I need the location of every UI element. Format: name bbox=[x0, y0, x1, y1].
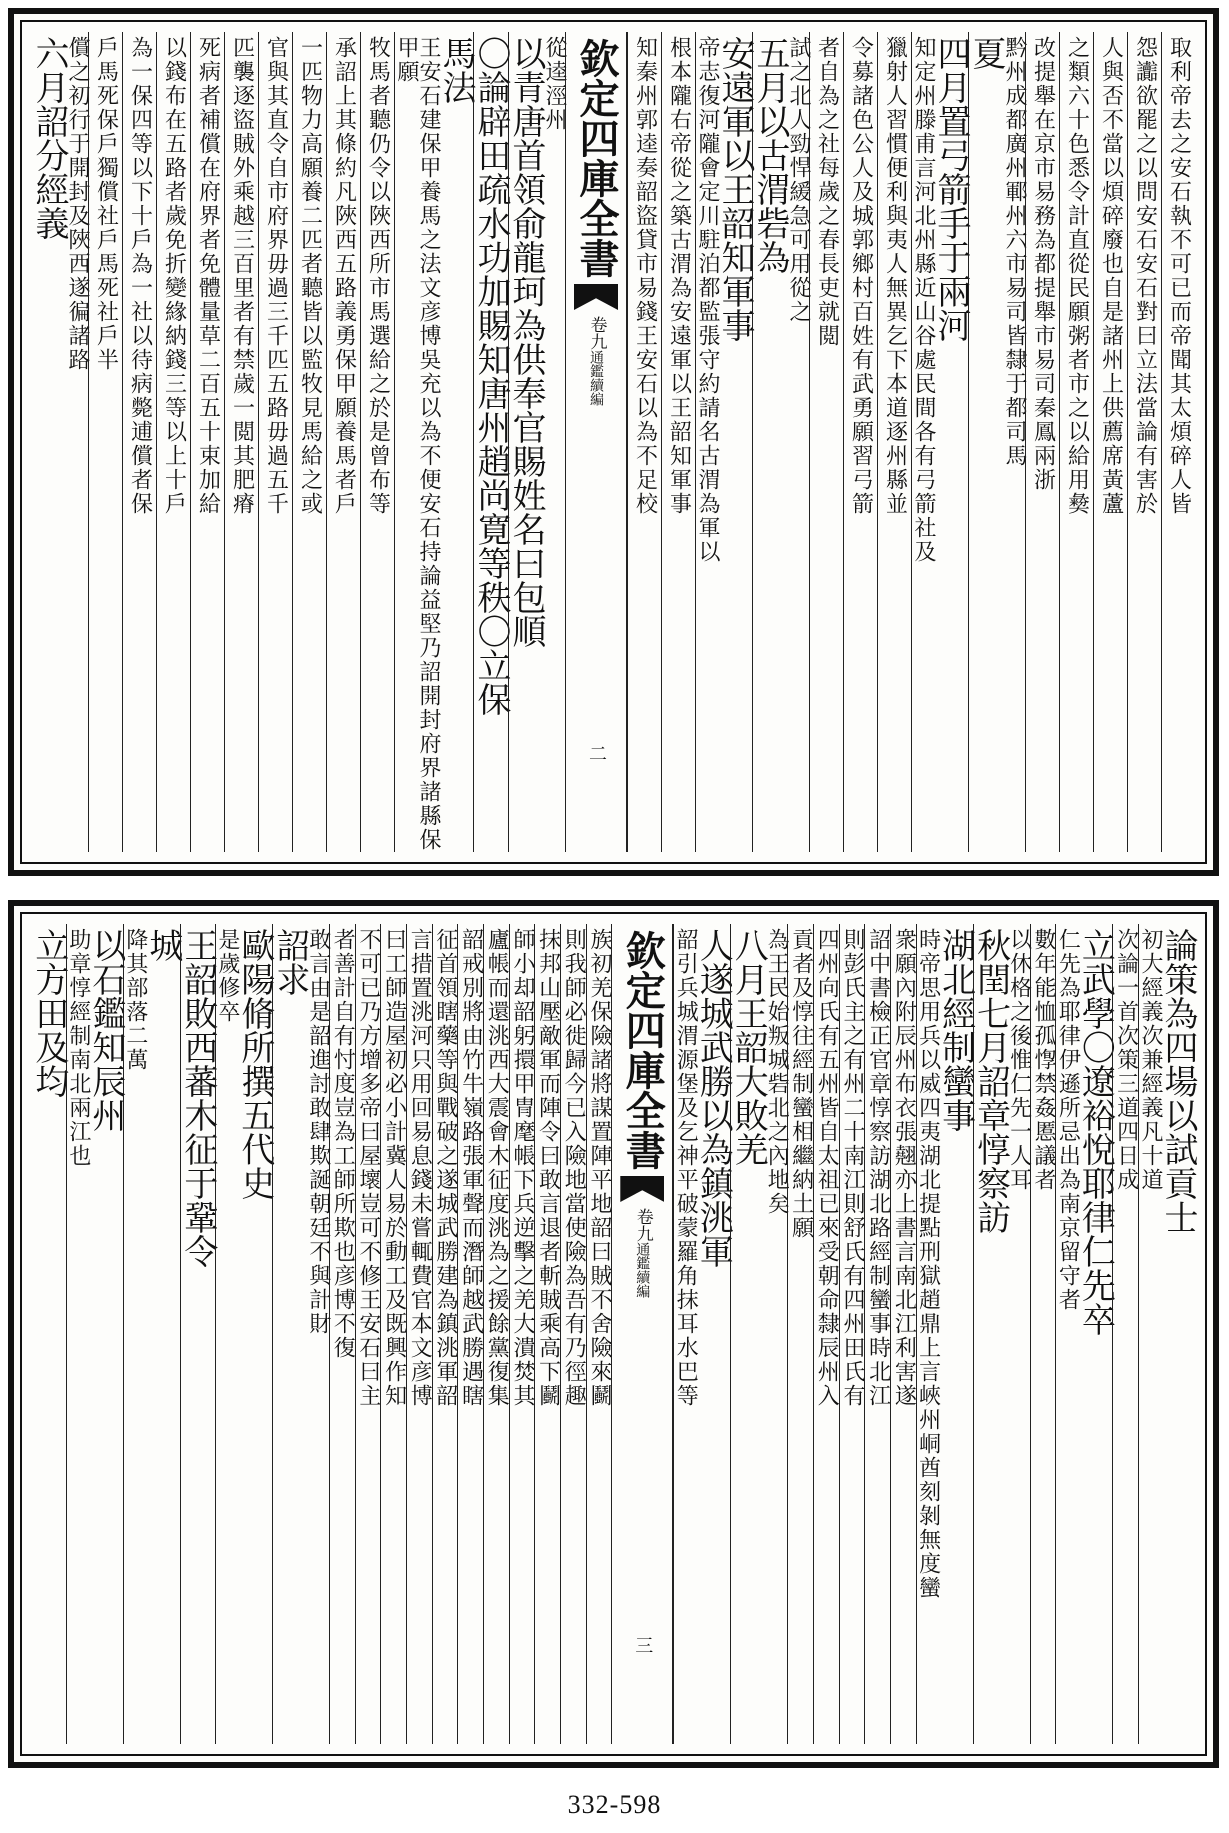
text-column: 歐陽脩所撰五代史 是歲修卒 bbox=[215, 924, 272, 1744]
folio-number: 二 bbox=[586, 744, 607, 762]
text-column: 論策為四場以試貢士 初大經義次兼經義凡十道 bbox=[1138, 924, 1195, 1744]
folio-number: 三 bbox=[632, 1636, 654, 1654]
entry-heading: 八月王韶大敗羌 bbox=[728, 928, 769, 1166]
fishtail-mark bbox=[574, 284, 618, 310]
text-column: 征首領瞎藥等與戰破之遂城武勝建為鎮洮軍韶 bbox=[432, 924, 458, 1744]
text-column: 以休格之後惟仁先一人耳 秋閏七月詔章惇察訪 bbox=[973, 924, 1030, 1744]
entry-heading: 五月以古渭砦為 bbox=[750, 36, 790, 274]
text-column: 根本隴右帝從之築古渭為安遠軍以王韶知軍事 bbox=[661, 32, 695, 852]
entry-heading: 城 bbox=[142, 928, 183, 962]
text-column: 獵射人習慣便利與夷人無異乞下本道逐州縣並 bbox=[877, 32, 911, 852]
text-column: 四月置弓箭手于兩河 知定州滕甫言河北州縣近山谷處民間各有弓箭社及 bbox=[911, 32, 968, 852]
entry-heading: 論策為四場以試貢士 bbox=[1158, 928, 1198, 1234]
entry-heading: 夏 bbox=[966, 36, 1006, 70]
text-column: 馬法 王安石建保甲養馬之法文彦博吳充以為不便安石持論益堅乃詔開封府界諸縣保甲願 bbox=[394, 32, 473, 852]
text-columns-bottom bbox=[28, 924, 1198, 1744]
entry-heading: 湖北經制蠻事 bbox=[935, 928, 976, 1132]
book-title: 欽定四庫全書 bbox=[573, 38, 620, 278]
text-column: 廬帳而還洮西大震會木征度洮為之援餘黨復集 bbox=[483, 924, 509, 1744]
page-bottom bbox=[8, 900, 1219, 1768]
text-column: 匹襲逐盜賊外乘越三百里者有禁歲一閲其肥瘠 bbox=[224, 32, 258, 852]
text-column: 為王民始叛城砦北之內地矣 八月王韶大敗羌 bbox=[730, 924, 787, 1744]
text-column: 令募諸色公人及城郭鄉村百姓有武勇願習弓箭 bbox=[843, 32, 877, 852]
text-column: 之類六十色悉令計直從民願粥者市之以給用𢑱 bbox=[1059, 32, 1093, 852]
text-column: 人遂城武勝以為鎮洮軍 韶引兵城渭源堡及乞神平破蒙羅角抹耳水巴等 bbox=[673, 924, 730, 1744]
text-column: 抹邦山壓敵軍而陣令曰敢言退者斬賊乘高下鬬 bbox=[534, 924, 560, 1744]
text-column: 城 降其部落二萬 bbox=[123, 924, 180, 1744]
text-column: 曰工師造屋初必小計冀人易於動工及既興作知 bbox=[380, 924, 406, 1744]
series-label: 通鑑續編 bbox=[634, 1242, 651, 1298]
page-top bbox=[8, 8, 1219, 876]
text-column: 知秦州郭逵奏韶盜貸市易錢王安石以為不足校 bbox=[627, 32, 661, 852]
entry-heading: 王韶敗西蕃木征于鞏令 bbox=[177, 928, 218, 1268]
center-fold bbox=[565, 32, 627, 852]
text-column: 牧馬者聽仍令以陜西所市馬選給之於是曾布等 bbox=[360, 32, 394, 852]
page-caption: 332-598 bbox=[567, 1790, 662, 1819]
text-column: 不可已乃方增多帝曰屋壞豈可不修王安石曰主 bbox=[355, 924, 381, 1744]
text-column: 師小却韶躬擐甲冑麾帳下兵逆擊之羌大潰焚其 bbox=[509, 924, 535, 1744]
text-column: 湖北經制蠻事 時帝思用兵以威四夷湖北提點刑獄趙鼎上言峽州峒酋刻剝無度蠻 bbox=[916, 924, 973, 1744]
text-column: 以錢布在五路者歲免折變緣納錢三等以上十戶 bbox=[156, 32, 190, 852]
text-column: 立武學〇遼裕悅耶律仁先卒 仁先為耶律伊遜所忌出為南京留守者 bbox=[1055, 924, 1112, 1744]
text-column bbox=[28, 924, 69, 1744]
text-column: 承詔上其條約凡陜西五路義勇保甲願養馬者戶 bbox=[326, 32, 360, 852]
text-column: 安遠軍以王韶知軍事 帝志復河隴會定川駐泊都監張守約請名古渭為軍以 bbox=[695, 32, 752, 852]
text-column: 黔州成都廣州鄆州六市易司皆隸于都司馬 夏 bbox=[968, 32, 1025, 852]
entry-heading: 安遠軍以王韶知軍事 bbox=[715, 36, 755, 342]
entry-heading: 歐陽脩所撰五代史 bbox=[234, 928, 275, 1200]
text-column: 則彭氏主之有州二十南江則舒氏有四州田氏有 bbox=[839, 924, 865, 1744]
entry-heading: 以石鑑知辰州 bbox=[85, 928, 126, 1132]
text-column: 次論一首次策三道四日成 bbox=[1112, 924, 1138, 1744]
text-column: 試之北人勁悍緩急可用從之 五月以古渭砦為 bbox=[752, 32, 809, 852]
text-column: 人與否不當以煩碎廢也自是諸州上供薦席黃蘆 bbox=[1093, 32, 1127, 852]
text-column: 詔中書檢正官章惇察訪湖北路經制蠻事時北江 bbox=[864, 924, 890, 1744]
text-column: 言措置洮河只用回易息錢未嘗輒費官本文彦博 bbox=[406, 924, 432, 1744]
text-column: 以石鑑知辰州 助章惇經制南北兩江也 bbox=[66, 924, 123, 1744]
entry-heading: 以青唐首領俞龍珂為供奉官賜姓名曰包順 bbox=[506, 36, 546, 648]
text-column: 四州向氏有五州皆自太祖已來受朝命隸辰州入 bbox=[813, 924, 839, 1744]
volume-label: 卷九 bbox=[586, 316, 607, 350]
text-column: 韶戒別將由竹牛嶺路張軍聲而潛師越武勝遇瞎 bbox=[457, 924, 483, 1744]
entry-heading: 立方田及均 bbox=[28, 928, 69, 1098]
text-column bbox=[177, 924, 218, 1744]
text-column: 則我師必徙歸今已入險地當使險為吾有乃徑趣 bbox=[560, 924, 586, 1744]
text-column bbox=[471, 32, 511, 852]
text-column: 怨讟欲罷之以問安石安石對曰立法當論有害於 bbox=[1127, 32, 1161, 852]
book-title: 欽定四庫全書 bbox=[619, 930, 667, 1170]
entry-heading: 馬法 bbox=[436, 36, 476, 104]
text-column: 從逵涇州 以青唐首領俞龍珂為供奉官賜姓名曰包順 bbox=[508, 32, 565, 852]
entry-heading: 立武學〇遼裕悅耶律仁先卒 bbox=[1075, 928, 1116, 1336]
text-column: 者善計自有忖度豈為工師所欺也彦博不復 bbox=[329, 924, 355, 1744]
text-column: 族初羌保險諸將謀置陣平地韶曰賊不舍險來鬬 bbox=[586, 924, 612, 1744]
text-column: 改提舉在京市易務為都提舉市易司秦鳳兩浙 bbox=[1025, 32, 1059, 852]
entry-heading: 六月詔分經義 bbox=[29, 36, 69, 240]
text-column: 一匹物力高願養二匹者聽皆以監牧見馬給之或 bbox=[292, 32, 326, 852]
text-column: 貢者及惇往經制蠻相繼納土願 bbox=[787, 924, 813, 1744]
text-column: 者自為之社每歲之春長吏就閲 bbox=[809, 32, 843, 852]
text-column: 取利帝去之安石執不可已而帝聞其太煩碎人皆 bbox=[1161, 32, 1195, 852]
fishtail-mark bbox=[620, 1176, 664, 1202]
text-column: 敢言由是韶進討敢肆欺誕朝廷不與計財 詔求 bbox=[272, 924, 329, 1744]
text-column: 為一保四等以下十戶為一社以待病斃逋償者保 bbox=[122, 32, 156, 852]
text-column: 戶馬死保戶獨償社戶馬死社戶半 bbox=[88, 32, 122, 852]
volume-label: 卷九 bbox=[632, 1208, 653, 1242]
entry-heading: 四月置弓箭手于兩河 bbox=[931, 36, 971, 342]
text-columns-top bbox=[29, 32, 1195, 852]
text-column: 官與其直令自市府界毋過三千匹五路毋過五千 bbox=[258, 32, 292, 852]
entry-heading: 人遂城武勝以為鎮洮軍 bbox=[693, 928, 734, 1268]
text-column: 數年能恤孤惸禁姦慝議者 bbox=[1030, 924, 1056, 1744]
entry-heading: 秋閏七月詔章惇察訪 bbox=[970, 928, 1011, 1234]
entry-heading: 詔求 bbox=[269, 928, 310, 996]
text-column: 衆願內附辰州布衣張翹亦上書言南北江利害遂 bbox=[890, 924, 916, 1744]
center-fold bbox=[611, 924, 673, 1744]
text-column: 償之初行于開封及陜西遂徧諸路 六月詔分經義 bbox=[29, 36, 90, 372]
entry-heading: 〇論辟田疏水功加賜知唐州趙尚寛等秩〇立保 bbox=[471, 36, 511, 716]
series-label: 通鑑續編 bbox=[588, 350, 604, 406]
text-column: 死病者補償在府界者免體量草二百五十束加給 bbox=[190, 32, 224, 852]
